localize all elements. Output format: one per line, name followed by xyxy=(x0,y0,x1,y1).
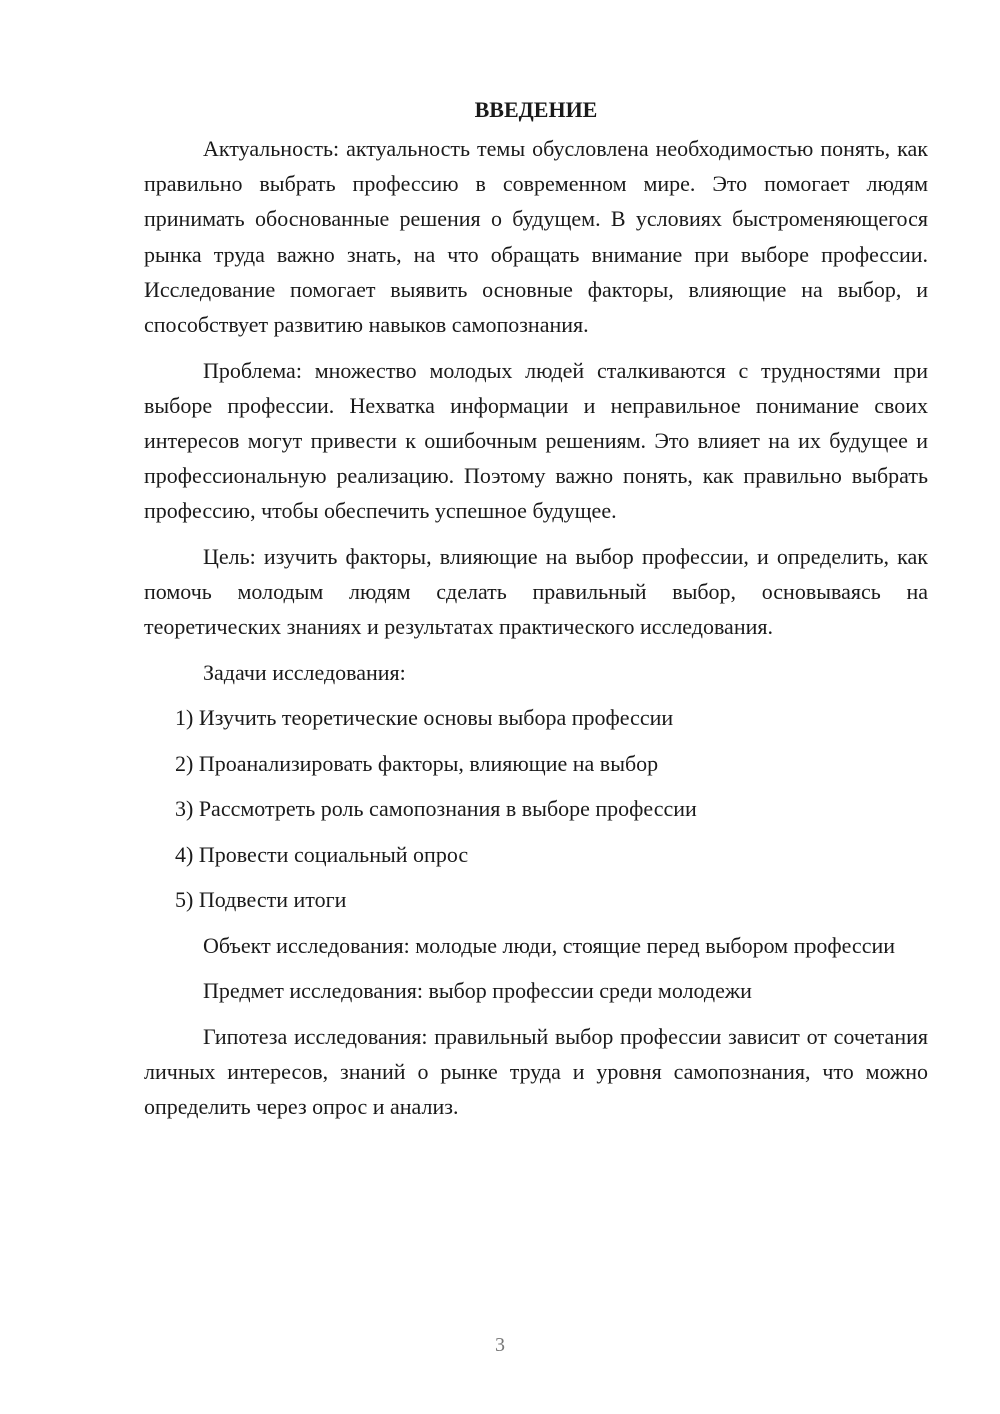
paragraph-problem: Проблема: множество молодых людей сталкиваются с трудностями при выборе профессии. Нехватка информации и неправильное понимание своих интересов могут привести к ошибочным решениям. Это влияет на их будущее и профессиональную реализацию. Поэтому важно понять, как правильно выбрать профессию, чтобы обеспечить успешное будущее. xyxy=(144,357,928,524)
paragraph-object: Объект исследования: молодые люди, стоящие перед выбором профессии xyxy=(203,932,896,958)
list-item: 4) Провести социальный опрос xyxy=(175,841,469,867)
list-item: 3) Рассмотреть роль самопознания в выборе профессии xyxy=(175,796,697,822)
list-item: 5) Подвести итоги xyxy=(175,887,347,913)
paragraph-relevance: Актуальность: актуальность темы обусловлена необходимостью понять, как правильно выбрать профессию в современном мире. Это помогает людям принимать обоснованные решения о будущем. В условиях быстроменяющегося рынка труда важно знать, на что обращать внимание при выборе профессии. Исследование помогает выявить основные факторы, влияющие на выбор, и способствует развитию навыков самопознания. xyxy=(144,136,928,338)
paragraph-hypothesis: Гипотеза исследования: правильный выбор профессии зависит от сочетания личных интересов, знаний о рынке труда и уровня самопознания, что можно определить через опрос и анализ. xyxy=(144,1023,928,1120)
list-item: 2) Проанализировать факторы, влияющие на выбор xyxy=(175,750,659,776)
page-content xyxy=(144,92,928,1135)
paragraph-subject: Предмет исследования: выбор профессии среди молодежи xyxy=(203,978,752,1004)
list-item: 1) Изучить теоретические основы выбора профессии xyxy=(175,705,674,731)
paragraph-goal: Цель: изучить факторы, влияющие на выбор профессии, и определить, как помочь молодым людям сделать правильный выбор, основываясь на теоретических знаниях и результатах практического исследования. xyxy=(144,543,928,640)
page-number: 3 xyxy=(495,1334,505,1356)
section-title: ВВЕДЕНИЕ xyxy=(474,97,598,122)
paragraph-tasks-heading: Задачи исследования: xyxy=(203,659,406,685)
tasks-list xyxy=(144,700,928,917)
